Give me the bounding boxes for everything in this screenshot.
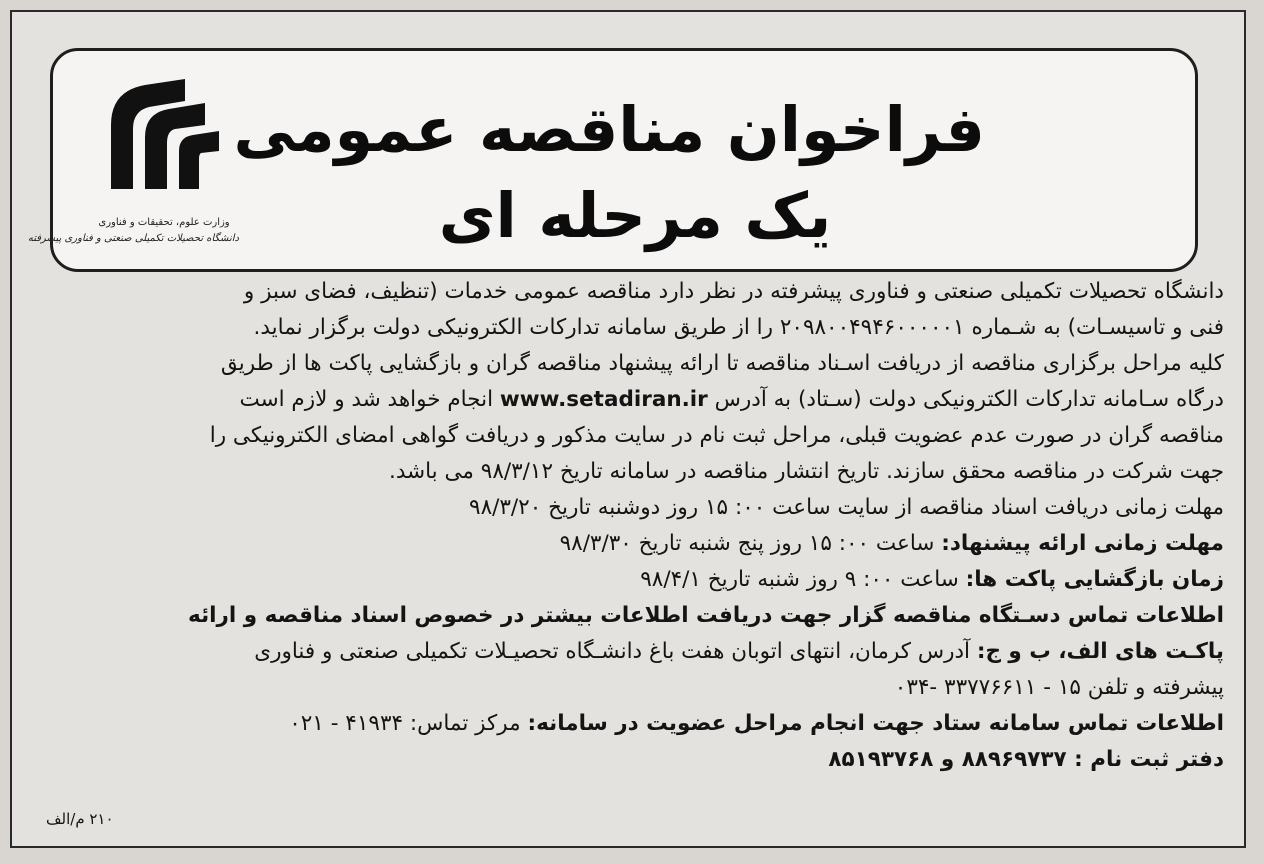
body-text-segment: درگاه سـامانه تدارکات الکترونیکی دولت (سـتاد) به آدرس (714, 387, 1224, 412)
body-line: جهت شرکت در مناقصه محقق سازند. تاریخ انتشار مناقصه در سامانه تاریخ ۹۸/۳/۱۲ می باشد. (389, 459, 1224, 484)
university-caption: دانشگاه تحصیلات تکمیلی صنعتی و فناوری پیشرفته (27, 233, 239, 244)
body-line: مناقصه گران در صورت عدم عضویت قبلی، مراحل ثبت نام در سایت مذکور و دریافت گواهی امضای الکترونیکی را (209, 423, 1224, 448)
title-line-2: یک مرحله ای (438, 179, 832, 252)
logo-emblem-icon (89, 71, 239, 211)
setadiran-url[interactable]: www.setadiran.ir (499, 387, 708, 412)
setad-contact (42, 706, 1224, 742)
page-title (233, 87, 985, 259)
setad-contact-label: اطلاعات تماس سامانه ستاد جهت انجام مراحل عضویت در سامانه: (527, 711, 1224, 736)
contact-phone: پیشرفته و تلفن ۱۵ - ۳۳۷۷۶۶۱۱ -۰۳۴ (894, 675, 1224, 700)
contact-heading: اطلاعات تماس دسـتگاه مناقصه گزار جهت دریافت اطلاعات بیشتر در خصوص اسناد مناقصه و ارائه (188, 603, 1224, 628)
opening-value: ساعت ۰۰: ۹ روز شنبه تاریخ ۹۸/۴/۱ (640, 567, 966, 592)
deadline-offer-value: ساعت ۰۰: ۱۵ روز پنج شنبه تاریخ ۹۸/۳/۳۰ (559, 531, 942, 556)
deadline-offer-label: مهلت زمانی ارائه پیشنهاد: (941, 531, 1224, 556)
body-text-segment: انجام خواهد شد و لازم است (239, 387, 494, 412)
tender-notice (10, 10, 1246, 848)
deadline-offer (42, 526, 1224, 562)
opening-time (42, 562, 1224, 598)
registry-office: دفتر ثبت نام : ۸۸۹۶۹۷۳۷ و ۸۵۱۹۳۷۶۸ (828, 747, 1224, 772)
body-line-with-url (42, 382, 1224, 418)
notice-body (42, 274, 1224, 778)
ministry-caption: وزارت علوم، تحقیقات و فناوری (98, 217, 230, 228)
contact-address (42, 634, 1224, 670)
ad-code: ۲۱۰ م/الف (46, 810, 114, 828)
university-logo (27, 71, 239, 251)
contact-address-label: پاکـت های الف، ب و ج: (976, 639, 1224, 664)
setad-contact-value: مرکز تماس: ۴۱۹۳۴ - ۰۲۱ (289, 711, 528, 736)
opening-label: زمان بازگشایی پاکت ها: (965, 567, 1224, 592)
title-line-1: فراخوان مناقصه عمومی (233, 93, 985, 166)
header-box (27, 48, 1198, 272)
deadline-docs: مهلت زمانی دریافت اسناد مناقصه از سایت ساعت ۰۰: ۱۵ روز دوشنبه تاریخ ۹۸/۳/۲۰ (469, 495, 1224, 520)
body-line: کلیه مراحل برگزاری مناقصه از دریافت اسـناد مناقصه تا ارائه پیشنهاد مناقصه گران و بازگشایی پاکت ها از طریق (220, 351, 1224, 376)
body-line: دانشگاه تحصیلات تکمیلی صنعتی و فناوری پیشرفته در نظر دارد مناقصه عمومی خدمات (تنظیف، فضای سبز و (243, 279, 1224, 304)
contact-address-value: آدرس کرمان، انتهای اتوبان هفت باغ دانشـگاه تحصیـلات تکمیلی صنعتی و فناوری (254, 639, 977, 664)
body-line: فنی و تاسیسـات) به شـماره ۲۰۹۸۰۰۴۹۴۶۰۰۰۰۰۱ را از طریق سامانه تدارکات الکترونیکی دولت برگزار نماید. (253, 315, 1224, 340)
